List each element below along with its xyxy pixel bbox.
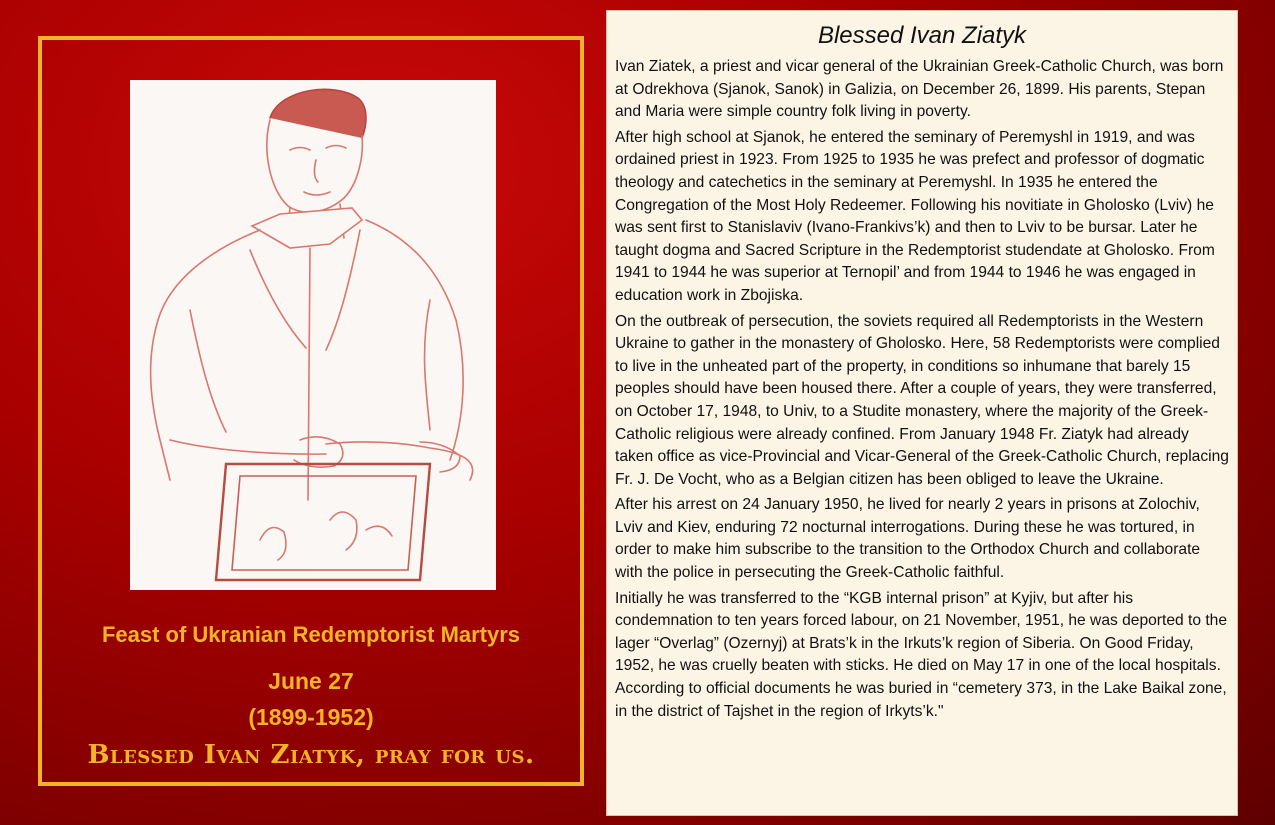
- biography-paragraph-1: Ivan Ziatek, a priest and vicar general of the Ukrainian Greek-Catholic Church, was born at Odrekhova (Sjanok, Sanok) in Galizia, on December 26, 1899. His parents, Stepan and Maria were simple country folk living in poverty.: [615, 58, 1224, 121]
- life-years: (1899-1952): [248, 704, 374, 730]
- portrait-sketch: [130, 80, 496, 590]
- biography-paragraph-4: After his arrest on 24 January 1950, he lived for nearly 2 years in prisons at Zolochiv, Lviv and Kiev, enduring 72 nocturnal interrogations. During these he was tortured, in order to make him subscribe to the transition to the Orthodox Church and collaborate with the police in persecuting the Greek-Catholic faithful.: [615, 496, 1201, 582]
- biography-paragraph-5: Initially he was transferred to the “KGB internal prison” at Kyjiv, but after his condemnation to ten years forced labour, on 21 November, 1951, he was deported to the lager “Overlag” (Ozernyj) at Brats’k in the Irkuts’k region of Siberia. On Good Friday, 1952, he was cruelly beaten with sticks. He died on May 17 in one of the local hospitals. According to official documents he was buried in “cemetery 373, in the Lake Baikal zone, in the district of Tajshet in the region of Irkyts’k.": [615, 589, 1228, 720]
- biography-paragraph-3: On the outbreak of persecution, the soviets required all Redemptorists in the Western Ukraine to gather in the monastery of Gholosko. Here, 58 Redemptorists were complied to live in the unheated part of the property, in conditions so inhumane that barely 15 peoples should have been housed there. After a couple of years, they were transferred, on October 17, 1948, to Univ, to a Studite monastery, where the majority of the Greek-Catholic religious were already confined. From January 1948 Fr. Ziatyk had already taken office as vice-Provincial and Vicar-General of the Greek-Catholic Church, replacing Fr. J. De Vocht, who as a Belgian citizen has been obliged to leave the Ukraine.: [615, 312, 1229, 488]
- prayer-line: Blessed Ivan Ziatyk, pray for us.: [87, 740, 535, 770]
- biography-paragraph-2: After high school at Sjanok, he entered the seminary of Peremyshl in 1919, and was ordained priest in 1923. From 1925 to 1935 he was prefect and professor of dogmatic theology and catechetics in the seminary at Peremyshl. In 1935 he entered the Congregation of the Most Holy Redeemer. Following his novitiate in Gholosko (Lviv) he was sent first to Stanislaviv (Ivano-Frankivs’k) and then to Lviv to be bursar. Later he taught dogma and Sacred Scripture in the Redemptorist studendate at Gholosko. From 1941 to 1944 he was superior at Ternopil’ and from 1944 to 1946 he was engaged in education work in Zbojiska.: [615, 128, 1215, 304]
- portrait-sketch-icon: [130, 80, 496, 590]
- feast-title: Feast of Ukranian Redemptorist Martyrs: [101, 622, 521, 647]
- biography-title: Blessed Ivan Ziatyk: [817, 22, 1027, 49]
- feast-date: June 27: [268, 668, 354, 694]
- biography-panel: [606, 10, 1238, 816]
